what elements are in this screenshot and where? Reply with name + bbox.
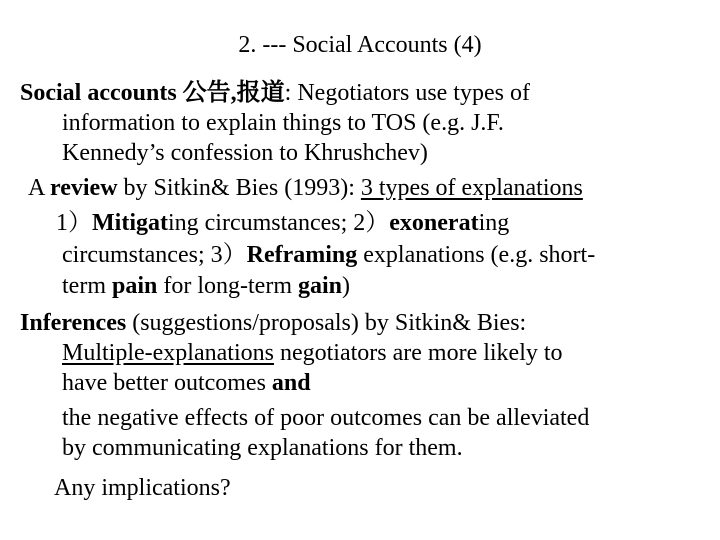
term-social-accounts: Social accounts (20, 80, 177, 106)
review-prefix: A (28, 175, 51, 201)
item-text-5: term (62, 273, 112, 299)
social-accounts-line-1 (20, 78, 530, 108)
inferences-line-3 (62, 368, 311, 398)
definition-text: : Negotiators use types of (284, 80, 530, 106)
item-text-3: circumstances; 3） (62, 242, 247, 268)
inferences-line-4: the negative effects of poor outcomes can be alleviated (62, 405, 590, 431)
term-inferences: Inferences (20, 310, 127, 336)
explanations-line-3 (62, 271, 350, 301)
item-text-1: ing circumstances; 2） (167, 210, 390, 236)
item-text-4: explanations (e.g. short- (357, 242, 596, 268)
inferences-line-5: by communicating explanations for them. (62, 435, 463, 461)
explanations-line-1 (56, 208, 509, 238)
term-chinese: 公告,报道 (182, 80, 285, 106)
term-pain: pain (111, 273, 158, 299)
review-line (28, 173, 583, 203)
item-text-7: ) (342, 273, 350, 299)
inferences-line-1 (20, 308, 526, 338)
term-gain: gain (297, 273, 342, 299)
social-accounts-line-3: Kennedy’s confession to Khrushchev) (62, 140, 428, 166)
inferences-source: (suggestions/proposals) by Sitkin& Bies: (126, 310, 527, 336)
term-mitigat: Mitigat (92, 210, 168, 236)
types-of-explanations: 3 types of explanations (360, 175, 583, 201)
term-review: review (50, 175, 118, 201)
inferences-text-2: have better outcomes (62, 370, 272, 396)
term-exonerat: exonerat (389, 210, 479, 236)
item-text-2: ing (478, 210, 510, 236)
item-text-6: for long-term (157, 273, 298, 299)
closing-question: Any implications? (54, 475, 231, 501)
inferences-line-2 (62, 338, 563, 368)
slide-title: 2. --- Social Accounts (4) (238, 32, 482, 58)
social-accounts-line-2: information to explain things to TOS (e.g. J.F. (62, 110, 504, 136)
item-number-1: 1） (56, 210, 92, 236)
review-source: by Sitkin& Bies (1993): (117, 175, 361, 201)
term-and: and (271, 370, 311, 396)
explanations-line-2 (62, 240, 595, 270)
term-reframing: Reframing (246, 242, 358, 268)
inferences-text-1: negotiators are more likely to (273, 340, 563, 366)
term-multiple-explanations: Multiple-explanations (62, 340, 274, 366)
